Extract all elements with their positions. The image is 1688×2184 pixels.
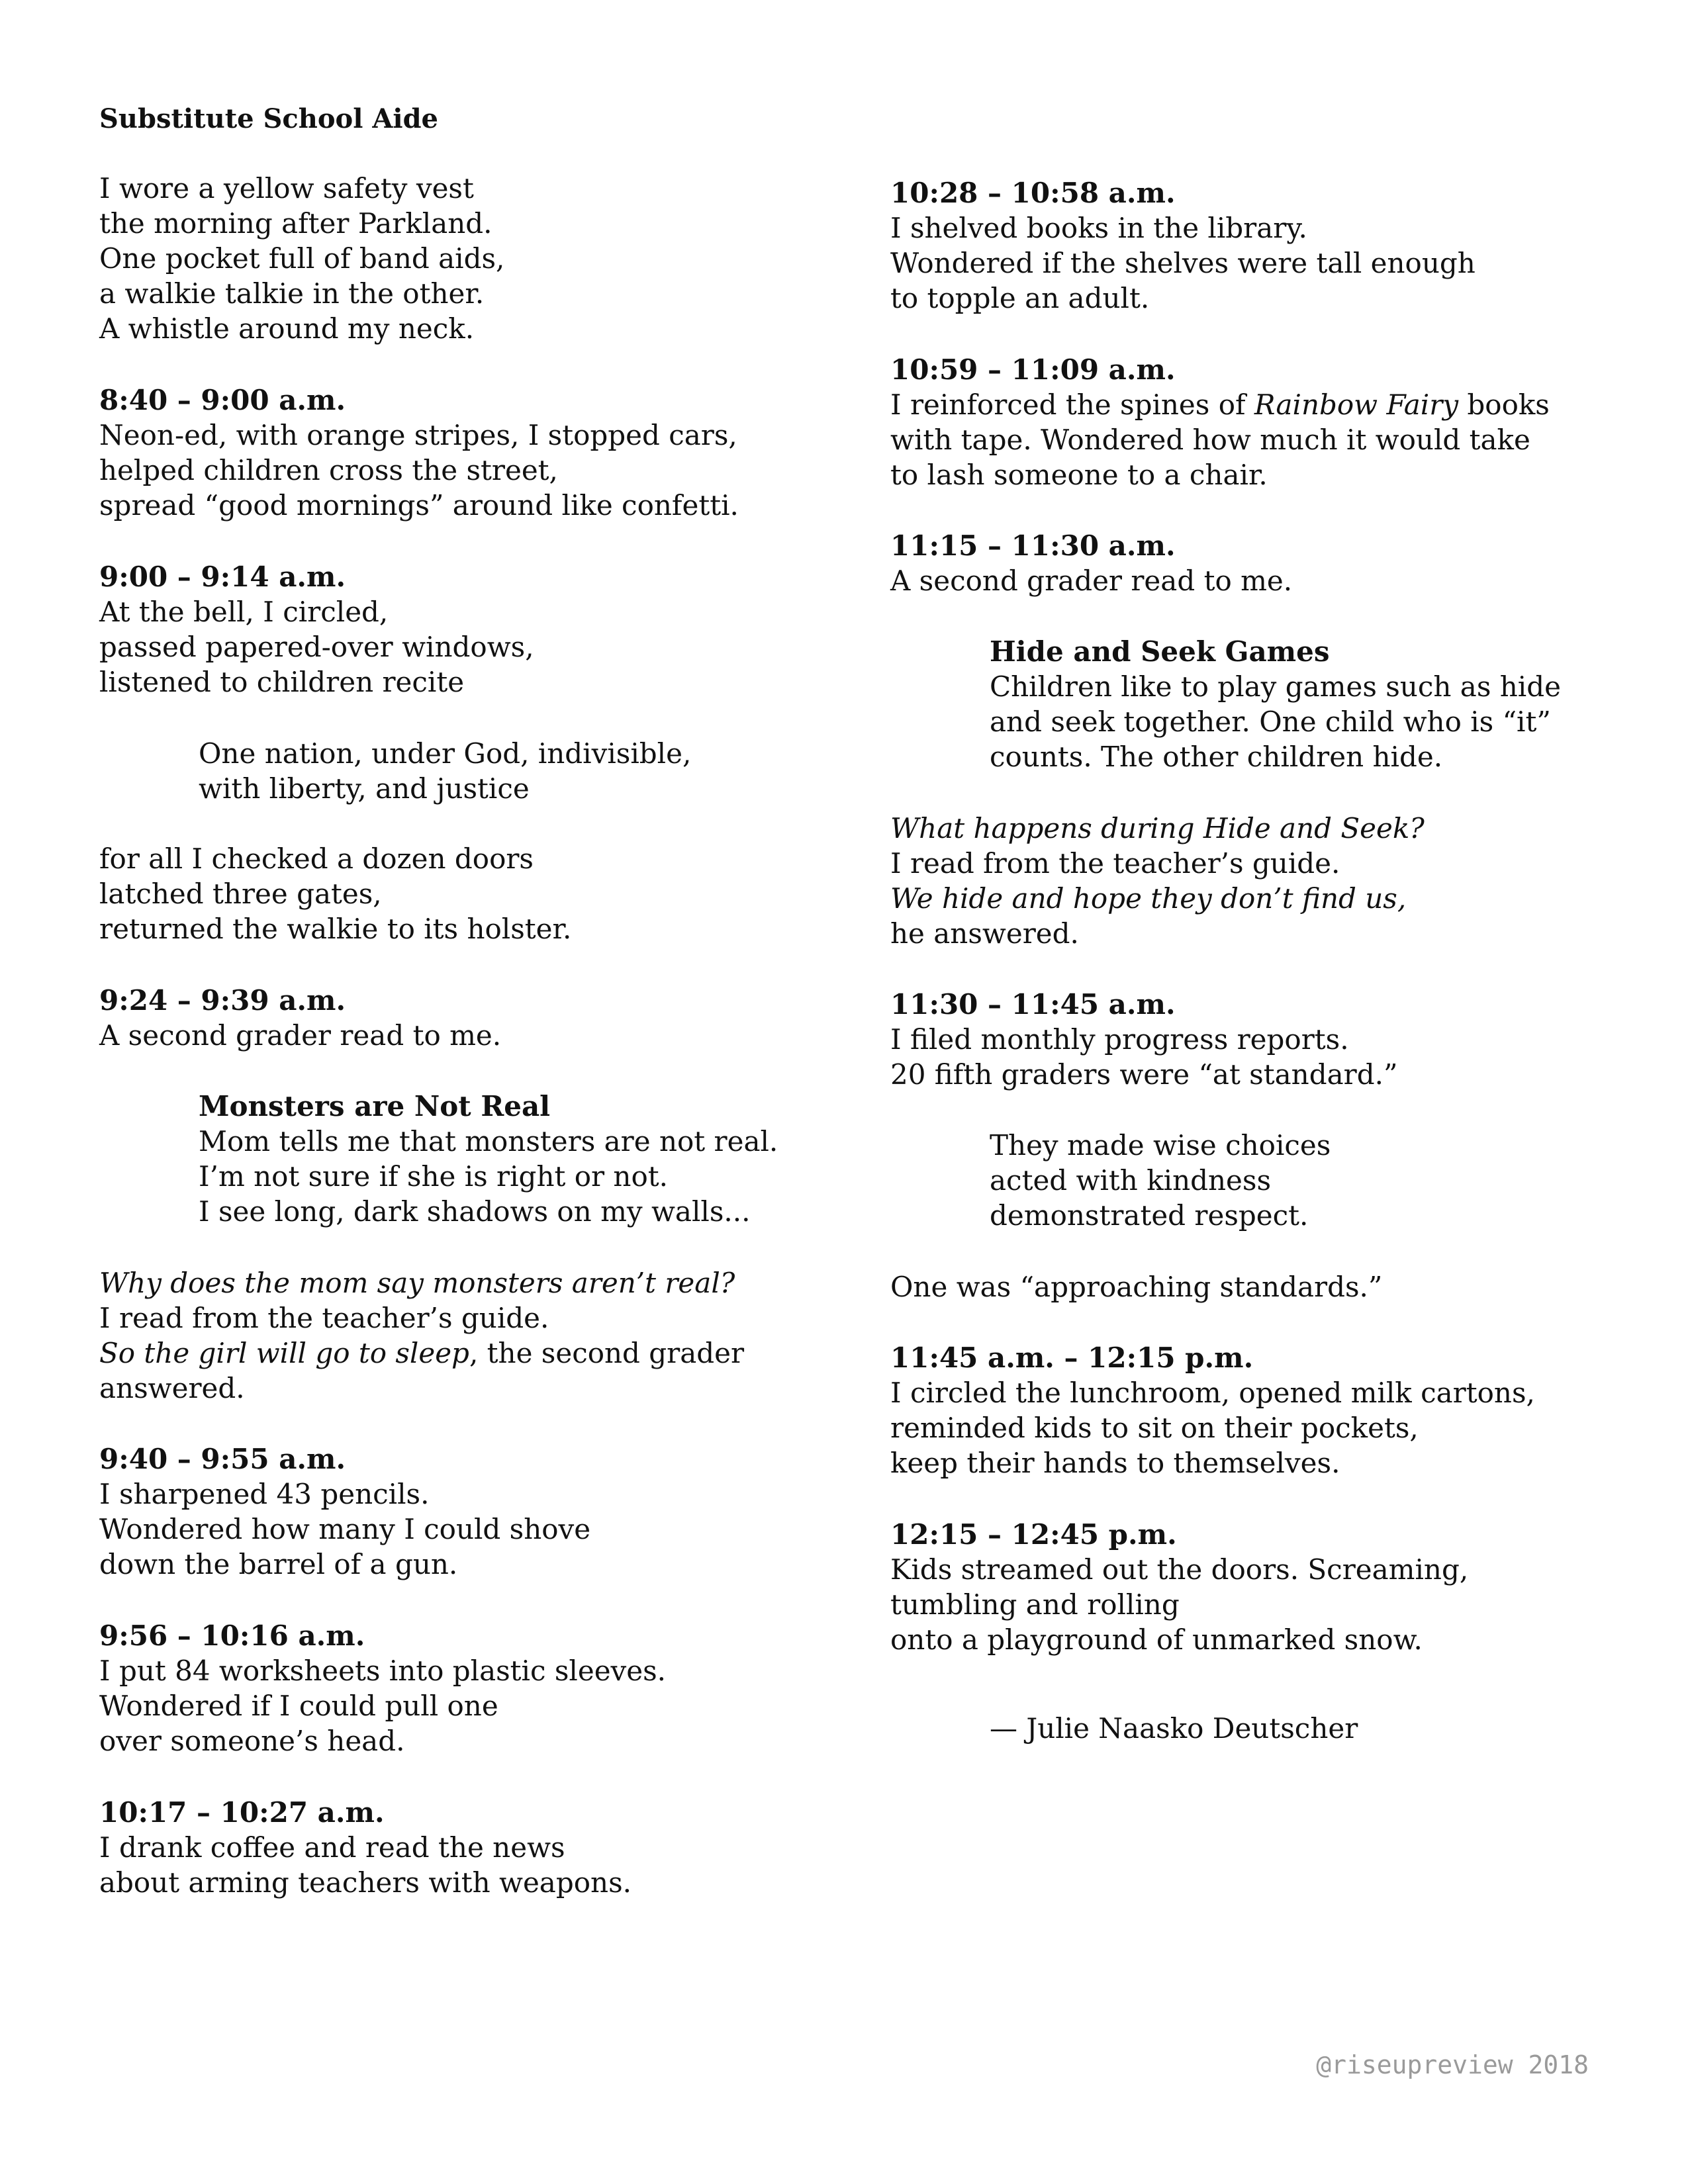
poem-line: Children like to play games such as hide <box>990 670 1561 703</box>
author-name: — Julie Naasko Deutscher <box>990 1712 1358 1745</box>
poem-line: helped children cross the street, <box>99 454 558 486</box>
poem-title: Substitute School Aide <box>99 103 438 134</box>
italic-answer: We hide and hope they don’t find us, <box>890 882 1407 915</box>
poem-line: I drank coffee and read the news <box>99 1831 565 1864</box>
line-end: books <box>1458 388 1550 421</box>
author-signature <box>890 1711 1358 1746</box>
poem-line: a walkie talkie in the other. <box>99 277 485 310</box>
poem-line: 20 fifth graders were “at standard.” <box>890 1058 1398 1091</box>
poem-line: demonstrated respect. <box>990 1199 1309 1232</box>
stanza-1028 <box>890 175 1476 316</box>
poem-line <box>890 811 1425 846</box>
poem-line: answered. <box>99 1372 245 1404</box>
monsters-story <box>99 1089 778 1229</box>
poem-line: Wondered how many I could shove <box>99 1513 591 1545</box>
italic-answer: So the girl will go to sleep <box>99 1337 469 1369</box>
timestamp: 9:56 – 10:16 a.m. <box>99 1619 365 1652</box>
answer-tail: , the second grader <box>469 1337 745 1369</box>
poem-line: onto a playground of unmarked snow. <box>890 1623 1423 1656</box>
timestamp: 12:15 – 12:45 p.m. <box>890 1518 1177 1551</box>
poem-line: with tape. Wondered how much it would take <box>890 424 1530 456</box>
poem-line: I put 84 worksheets into plastic sleeves. <box>99 1655 667 1687</box>
hide-seek-question <box>890 811 1425 951</box>
timestamp: 11:30 – 11:45 a.m. <box>890 988 1176 1021</box>
poem-line: I filed monthly progress reports. <box>890 1023 1349 1056</box>
timestamp: 9:24 – 9:39 a.m. <box>99 984 346 1017</box>
poem-line: to lash someone to a chair. <box>890 459 1268 491</box>
poem-line: A whistle around my neck. <box>99 312 475 345</box>
poem-line: acted with kindness <box>990 1164 1272 1197</box>
poem-line: I shelved books in the library. <box>890 212 1307 244</box>
hide-seek-story <box>890 634 1561 774</box>
line-start: I reinforced the spines of <box>890 388 1254 421</box>
poem-line: At the bell, I circled, <box>99 596 389 628</box>
poem-line: I wore a yellow safety vest <box>99 172 474 205</box>
poem-line: I’m not sure if she is right or not. <box>199 1160 668 1193</box>
poem-line <box>99 1265 744 1300</box>
poem-line: Wondered if the shelves were tall enough <box>890 247 1476 279</box>
poem-line: Neon-ed, with orange stripes, I stopped cars, <box>99 419 737 451</box>
pledge-quote <box>99 736 691 806</box>
poem-line: tumbling and rolling <box>890 1588 1180 1621</box>
italic-question: What happens during Hide and Seek? <box>890 812 1425 844</box>
poem-line <box>99 1336 744 1371</box>
footer-credit: @riseupreview 2018 <box>1316 2050 1589 2079</box>
poem-line: A second grader read to me. <box>890 565 1293 597</box>
poem-line: They made wise choices <box>990 1129 1331 1161</box>
stanza-1215 <box>890 1517 1468 1657</box>
poem-line: and seek together. One child who is “it” <box>990 705 1551 738</box>
poem-line: reminded kids to sit on their pockets, <box>890 1412 1419 1444</box>
poem-line: One was “approaching standards.” <box>890 1271 1383 1303</box>
poem-line: over someone’s head. <box>99 1725 405 1757</box>
stanza-956 <box>99 1618 666 1758</box>
timestamp: 11:15 – 11:30 a.m. <box>890 529 1176 562</box>
poem-line: I see long, dark shadows on my walls... <box>199 1195 751 1228</box>
stanza-doors <box>99 841 571 946</box>
poem-line: passed papered-over windows, <box>99 631 534 663</box>
timestamp: 9:40 – 9:55 a.m. <box>99 1443 346 1475</box>
stanza-1017 <box>99 1795 632 1900</box>
stanza-924 <box>99 983 501 1053</box>
timestamp: 10:28 – 10:58 a.m. <box>890 177 1176 209</box>
poem-line: I read from the teacher’s guide. <box>99 1302 549 1334</box>
poem-line: keep their hands to themselves. <box>890 1447 1340 1479</box>
poem-line: Mom tells me that monsters are not real. <box>199 1125 778 1158</box>
stanza-1145 <box>890 1340 1535 1480</box>
poem-line: Wondered if I could pull one <box>99 1690 498 1722</box>
poem-line: spread “good mornings” around like confetti. <box>99 489 739 522</box>
timestamp: 8:40 – 9:00 a.m. <box>99 384 346 416</box>
monsters-question <box>99 1265 744 1406</box>
story-title: Hide and Seek Games <box>990 635 1330 668</box>
poem-line: counts. The other children hide. <box>990 741 1443 773</box>
italic-question: Why does the mom say monsters aren’t real? <box>99 1267 735 1299</box>
poem-line: I circled the lunchroom, opened milk cartons, <box>890 1377 1535 1409</box>
poem-line: the morning after Parkland. <box>99 207 492 240</box>
timestamp: 11:45 a.m. – 12:15 p.m. <box>890 1342 1254 1374</box>
stanza-940 <box>99 1441 590 1582</box>
timestamp: 9:00 – 9:14 a.m. <box>99 561 346 593</box>
poem-line: Kids streamed out the doors. Screaming, <box>890 1553 1469 1586</box>
poem-line: down the barrel of a gun. <box>99 1548 458 1580</box>
timestamp: 10:17 – 10:27 a.m. <box>99 1796 385 1829</box>
stanza-840 <box>99 383 739 523</box>
poem-line: he answered. <box>890 917 1079 950</box>
poem-line: about arming teachers with weapons. <box>99 1866 632 1899</box>
stanza-1059 <box>890 352 1550 492</box>
poem-line: returned the walkie to its holster. <box>99 913 572 945</box>
poem-line <box>890 881 1425 916</box>
poem-line: I sharpened 43 pencils. <box>99 1478 430 1510</box>
poem-line: with liberty, and justice <box>199 772 530 805</box>
book-title: Rainbow Fairy <box>1254 388 1459 421</box>
poem-line: One nation, under God, indivisible, <box>199 737 692 770</box>
story-title: Monsters are Not Real <box>199 1090 551 1122</box>
opening-stanza <box>99 171 504 346</box>
report-quote <box>890 1128 1331 1233</box>
timestamp: 10:59 – 11:09 a.m. <box>890 353 1176 386</box>
poem-line: listened to children recite <box>99 666 465 698</box>
poem-line <box>890 387 1550 422</box>
stanza-approaching <box>890 1269 1382 1304</box>
stanza-1115 <box>890 528 1292 598</box>
poem-line: One pocket full of band aids, <box>99 242 505 275</box>
poem-line: for all I checked a dozen doors <box>99 842 534 875</box>
stanza-900 <box>99 559 534 700</box>
poem-line: A second grader read to me. <box>99 1019 502 1052</box>
poem-line: I read from the teacher’s guide. <box>890 847 1340 880</box>
poem-line: to topple an adult. <box>890 282 1150 314</box>
stanza-1130 <box>890 987 1397 1092</box>
poem-line: latched three gates, <box>99 878 382 910</box>
